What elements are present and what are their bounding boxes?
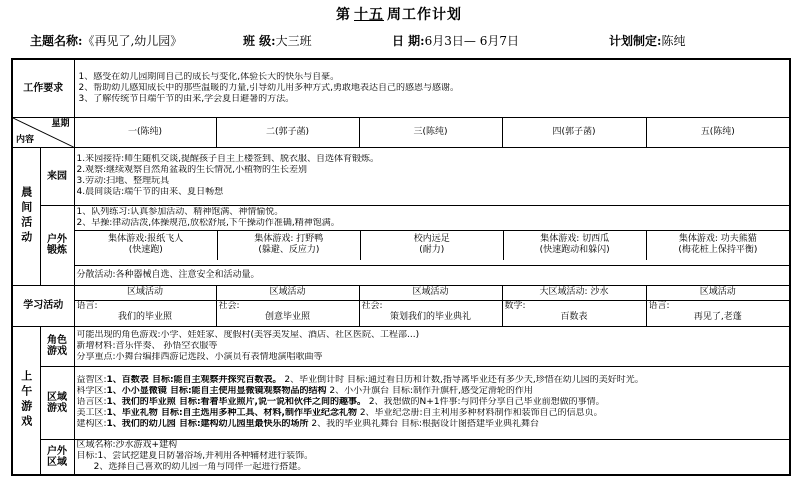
day-header-thu: 四(郭子菡) [502,117,646,147]
game-tue: 集体游戏: 打野鸭 (躲避、反应力) [217,230,360,260]
date-info: 日 期:6月3日— 6月7日 [392,34,519,48]
weekly-plan-table [11,58,791,476]
study-area-wed: 区域活动 [359,285,502,300]
area-game-label: 区域游戏 [40,366,74,439]
class-info: 班 级:大三班 [243,34,312,48]
outdoor-exercise-content: 1、队列练习:认真参加活动、精神饱满、神情愉悦。 2、早操:律动活泼,体操规范,放松舒展,下午操动作准确,精神饱满。 集体游戏:报纸飞人 (快速跑) 集体游戏: 打野鸭 (躲避、反应力) 校内远足 (耐力) 集体游戏: 切西瓜 (快速跑动和躲闪) 集体游戏: 功夫熊猫 (梅花桩上保持平衡) [74,205,790,265]
planner-info: 计划制定:陈纯 [609,34,686,48]
study-subject-fri: 语言: 再见了,老蓬 [646,300,790,326]
study-area-thu: 大区域活动: 沙水 [502,285,646,300]
study-activity-label: 学习活动 [12,285,74,326]
week-number: 十五 [354,7,384,23]
arrival-content: 1.来园接待:师生随机交谈,提醒孩子自主上楼签到、脱衣服、自选体育锻炼。 2.观察:继续观察自然角盆栽的生长情况,小植物的生长差别 3.劳动:扫地、整理玩具 4.晨间谈话:端午节的由来、夏日畅想 [74,147,790,205]
study-area-fri: 区域活动 [646,285,790,300]
area-item: 美工区:1、毕业礼物 目标:自主选用多种工具、材料,制作毕业纪念礼物 2、毕业纪念册:自主利用多种材料制作和装饰自己的信息页。 [76,408,603,418]
game-fri: 集体游戏: 功夫熊猫 (梅花桩上保持平衡) [646,230,789,260]
study-area-tue: 区域活动 [216,285,359,300]
outdoor-games-table [75,230,790,261]
game-mon: 集体游戏:报纸飞人 (快速跑) [75,230,218,260]
day-header-tue: 二(郭子菡) [216,117,359,147]
area-game-content [74,366,790,439]
scatter-activity: 分散活动:各种器械自选、注意安全和活动量。 [74,265,790,285]
area-item: 语言区:1、我们的毕业照 目标:看着毕业照片,说一说和伙伴之间的趣事。 2、我想做的N+1件事:与同伴分享自己毕业前想做的事情。 [76,397,605,407]
study-subject-mon: 语言: 我们的毕业照 [74,300,216,326]
outdoor-area-label: 户外区域 [40,439,74,475]
game-section-label: 上午游戏 [12,326,40,475]
theme-info: 主题名称:《再见了,幼儿园》 [30,34,183,48]
study-area-mon: 区域活动 [74,285,216,300]
page-title: 第 十五 周工作计划 [336,7,462,23]
area-item: 科学区:1、小小显微镜 目标:能自主使用显微镜观察物品的结构 2、小小升旗台 目标:制作升旗杆,感受定滑轮的作用 [76,386,533,396]
study-subject-thu: 数学: 百数表 [502,300,646,326]
arrival-label: 来园 [40,147,74,205]
area-item: 益智区:1、百数表 目标:能自主观察并探究百数表。 2、毕业倒计时 目标:通过看日历和计数,指导离毕业还有多少天,珍惜在幼儿园的美好时光。 [76,375,644,385]
study-subject-wed: 社会: 策划我们的毕业典礼 [359,300,502,326]
area-item: 建构区:1、我们的幼儿园 目标:建构幼儿园里最快乐的场所 2、我的毕业典礼舞台 目标:根据设计图搭建毕业典礼舞台 [76,419,540,429]
requirements-content: 1、感受在幼儿园期间自己的成长与变化,体验长大的快乐与自豪。 2、帮助幼儿感知成长中的那些温暖的力量,引导幼儿用多种方式,勇敢地表达自己的感恩与感谢。 3、了解传统节日端午节的由来,学会夏日避暑的方法。 [74,59,790,117]
role-game-content: 可能出现的角色游戏:小学、娃娃家、度假村(美容美发屋、酒店、社区医院、工程部...) 新增材料:音乐伴奏、 孙悟空衣服等 分享重点:小舞台编排西游记选段、小演员有表情地演唱歌曲等 [74,326,790,366]
requirements-label: 工作要求 [12,59,74,117]
role-game-label: 角色游戏 [40,326,74,366]
game-thu: 集体游戏: 切西瓜 (快速跑动和躲闪) [503,230,646,260]
game-wed: 校内远足 (耐力) [360,230,503,260]
outdoor-area-content: 区域名称:沙水游戏+建构 目标:1、尝试挖建夏日防暑浴场,并利用各种辅材进行装饰。 2、选择自己喜欢的幼儿园一角与同伴一起进行搭建。 [74,439,790,475]
header-corner: 星期 内容 [12,117,74,147]
study-subject-tue: 社会: 创意毕业照 [216,300,359,326]
morning-activity-label: 晨间活动 [12,147,40,285]
day-header-wed: 三(陈纯) [359,117,502,147]
day-header-fri: 五(陈纯) [646,117,790,147]
outdoor-exercise-label: 户外锻炼 [40,205,74,285]
day-header-mon: 一(陈纯) [74,117,216,147]
